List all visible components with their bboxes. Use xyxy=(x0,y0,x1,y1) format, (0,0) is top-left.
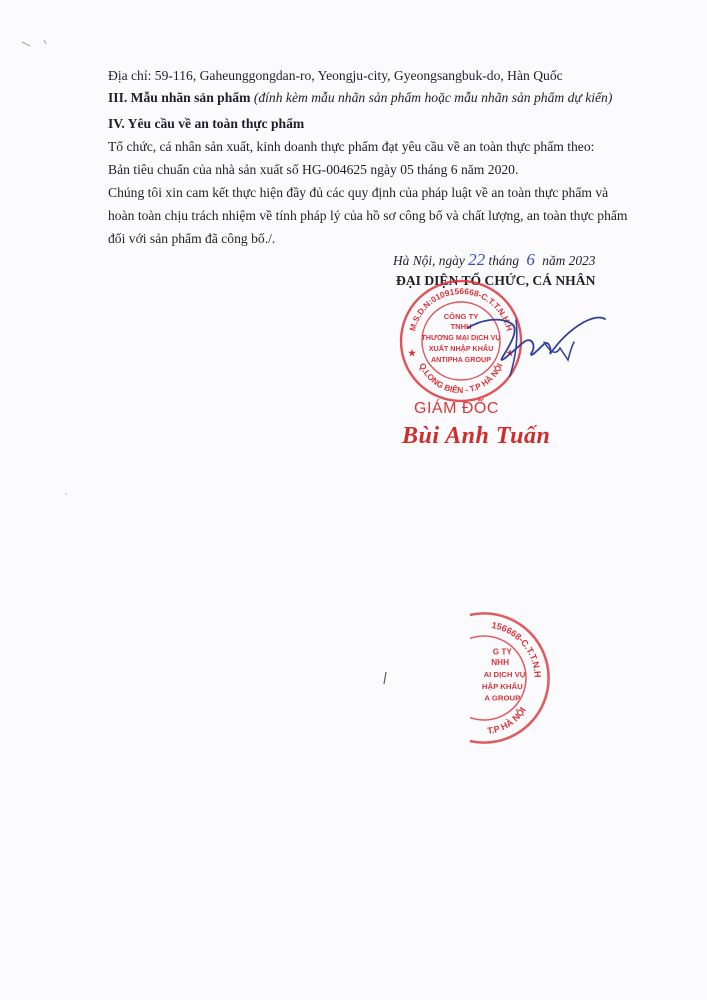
partial-seal-line-5: A GROUP xyxy=(484,693,521,703)
partial-seal-line-2: NHH xyxy=(491,658,510,668)
partial-company-seal xyxy=(410,600,554,748)
position-title: GIÁM ĐỐC xyxy=(414,400,499,417)
seal-line-5: ANTIPHA GROUP xyxy=(430,355,492,364)
section3-title: III. Mẫu nhãn sản phẩm xyxy=(108,90,251,105)
paragraph-3-line-3: đối với sản phẩm đã công bố./. xyxy=(108,231,276,246)
date-month-label: tháng xyxy=(488,253,520,268)
svg-text:★: ★ xyxy=(506,348,515,358)
partial-seal-line-1: G TY xyxy=(492,647,512,657)
date-month: 6 xyxy=(526,250,535,269)
paragraph-2: Bản tiêu chuẩn của nhà sản xuất số HG-004625 ngày 05 tháng 6 năm 2020. xyxy=(108,162,519,177)
paragraph-1: Tổ chức, cá nhân sản xuất, kinh doanh thực phẩm đạt yêu cầu về an toàn thực phẩm theo: xyxy=(108,139,595,154)
handwritten-signature xyxy=(420,290,620,400)
section3-note: (đính kèm mẫu nhãn sản phẩm hoặc mẫu nhãn sản phẩm dự kiến) xyxy=(253,90,613,105)
partial-seal-clip xyxy=(410,600,560,748)
paragraph-3-line-2: hoàn toàn chịu trách nhiệm về tính pháp lý của hồ sơ công bố và chất lượng, an toàn thực phẩm xyxy=(108,208,628,223)
seal-line-3: THƯƠNG MẠI DỊCH VỤ xyxy=(421,333,501,342)
partial-seal-line-3: AI DỊCH VỤ xyxy=(483,669,526,679)
representative-title: ĐẠI DIỆN TỔ CHỨC, CÁ NHÂN xyxy=(396,273,596,288)
seal-ring-top: M.S.D.N:0109156668-C.T.T.N.H.H xyxy=(407,285,515,333)
section3-heading xyxy=(108,90,612,106)
partial-seal-line-4: HẬP KHẨU xyxy=(481,681,523,691)
date-prefix: Hà Nội, ngày xyxy=(393,253,465,268)
seal-line-1: CÔNG TY xyxy=(443,312,479,321)
date-day: 22 xyxy=(468,250,486,269)
partial-seal-ring-top: 156668-C.T.T.N.H.H xyxy=(410,600,543,678)
signature-date xyxy=(393,250,595,270)
seal-line-2: TNHH xyxy=(450,322,472,331)
date-year: năm 2023 xyxy=(542,253,596,268)
section4-title: IV. Yêu cầu về an toàn thực phẩm xyxy=(108,116,305,131)
svg-text:★: ★ xyxy=(408,348,417,358)
signer-name: Bùi Anh Tuấn xyxy=(402,423,551,449)
address-line: Địa chỉ: 59-116, Gaheunggongdan-ro, Yeongju-city, Gyeongsangbuk-do, Hàn Quốc xyxy=(108,68,563,83)
partial-seal-ring-bottom: T.P HÀ NỘI xyxy=(486,705,528,736)
seal-ring-bottom: Q.LONG BIÊN - T.P HÀ NỘI xyxy=(417,361,505,396)
seal-line-4: XUẤT NHẬP KHẨU xyxy=(428,344,494,353)
paragraph-3-line-1: Chúng tôi xin cam kết thực hiện đầy đủ các quy định của pháp luật về an toàn thực phẩm và xyxy=(108,185,609,200)
